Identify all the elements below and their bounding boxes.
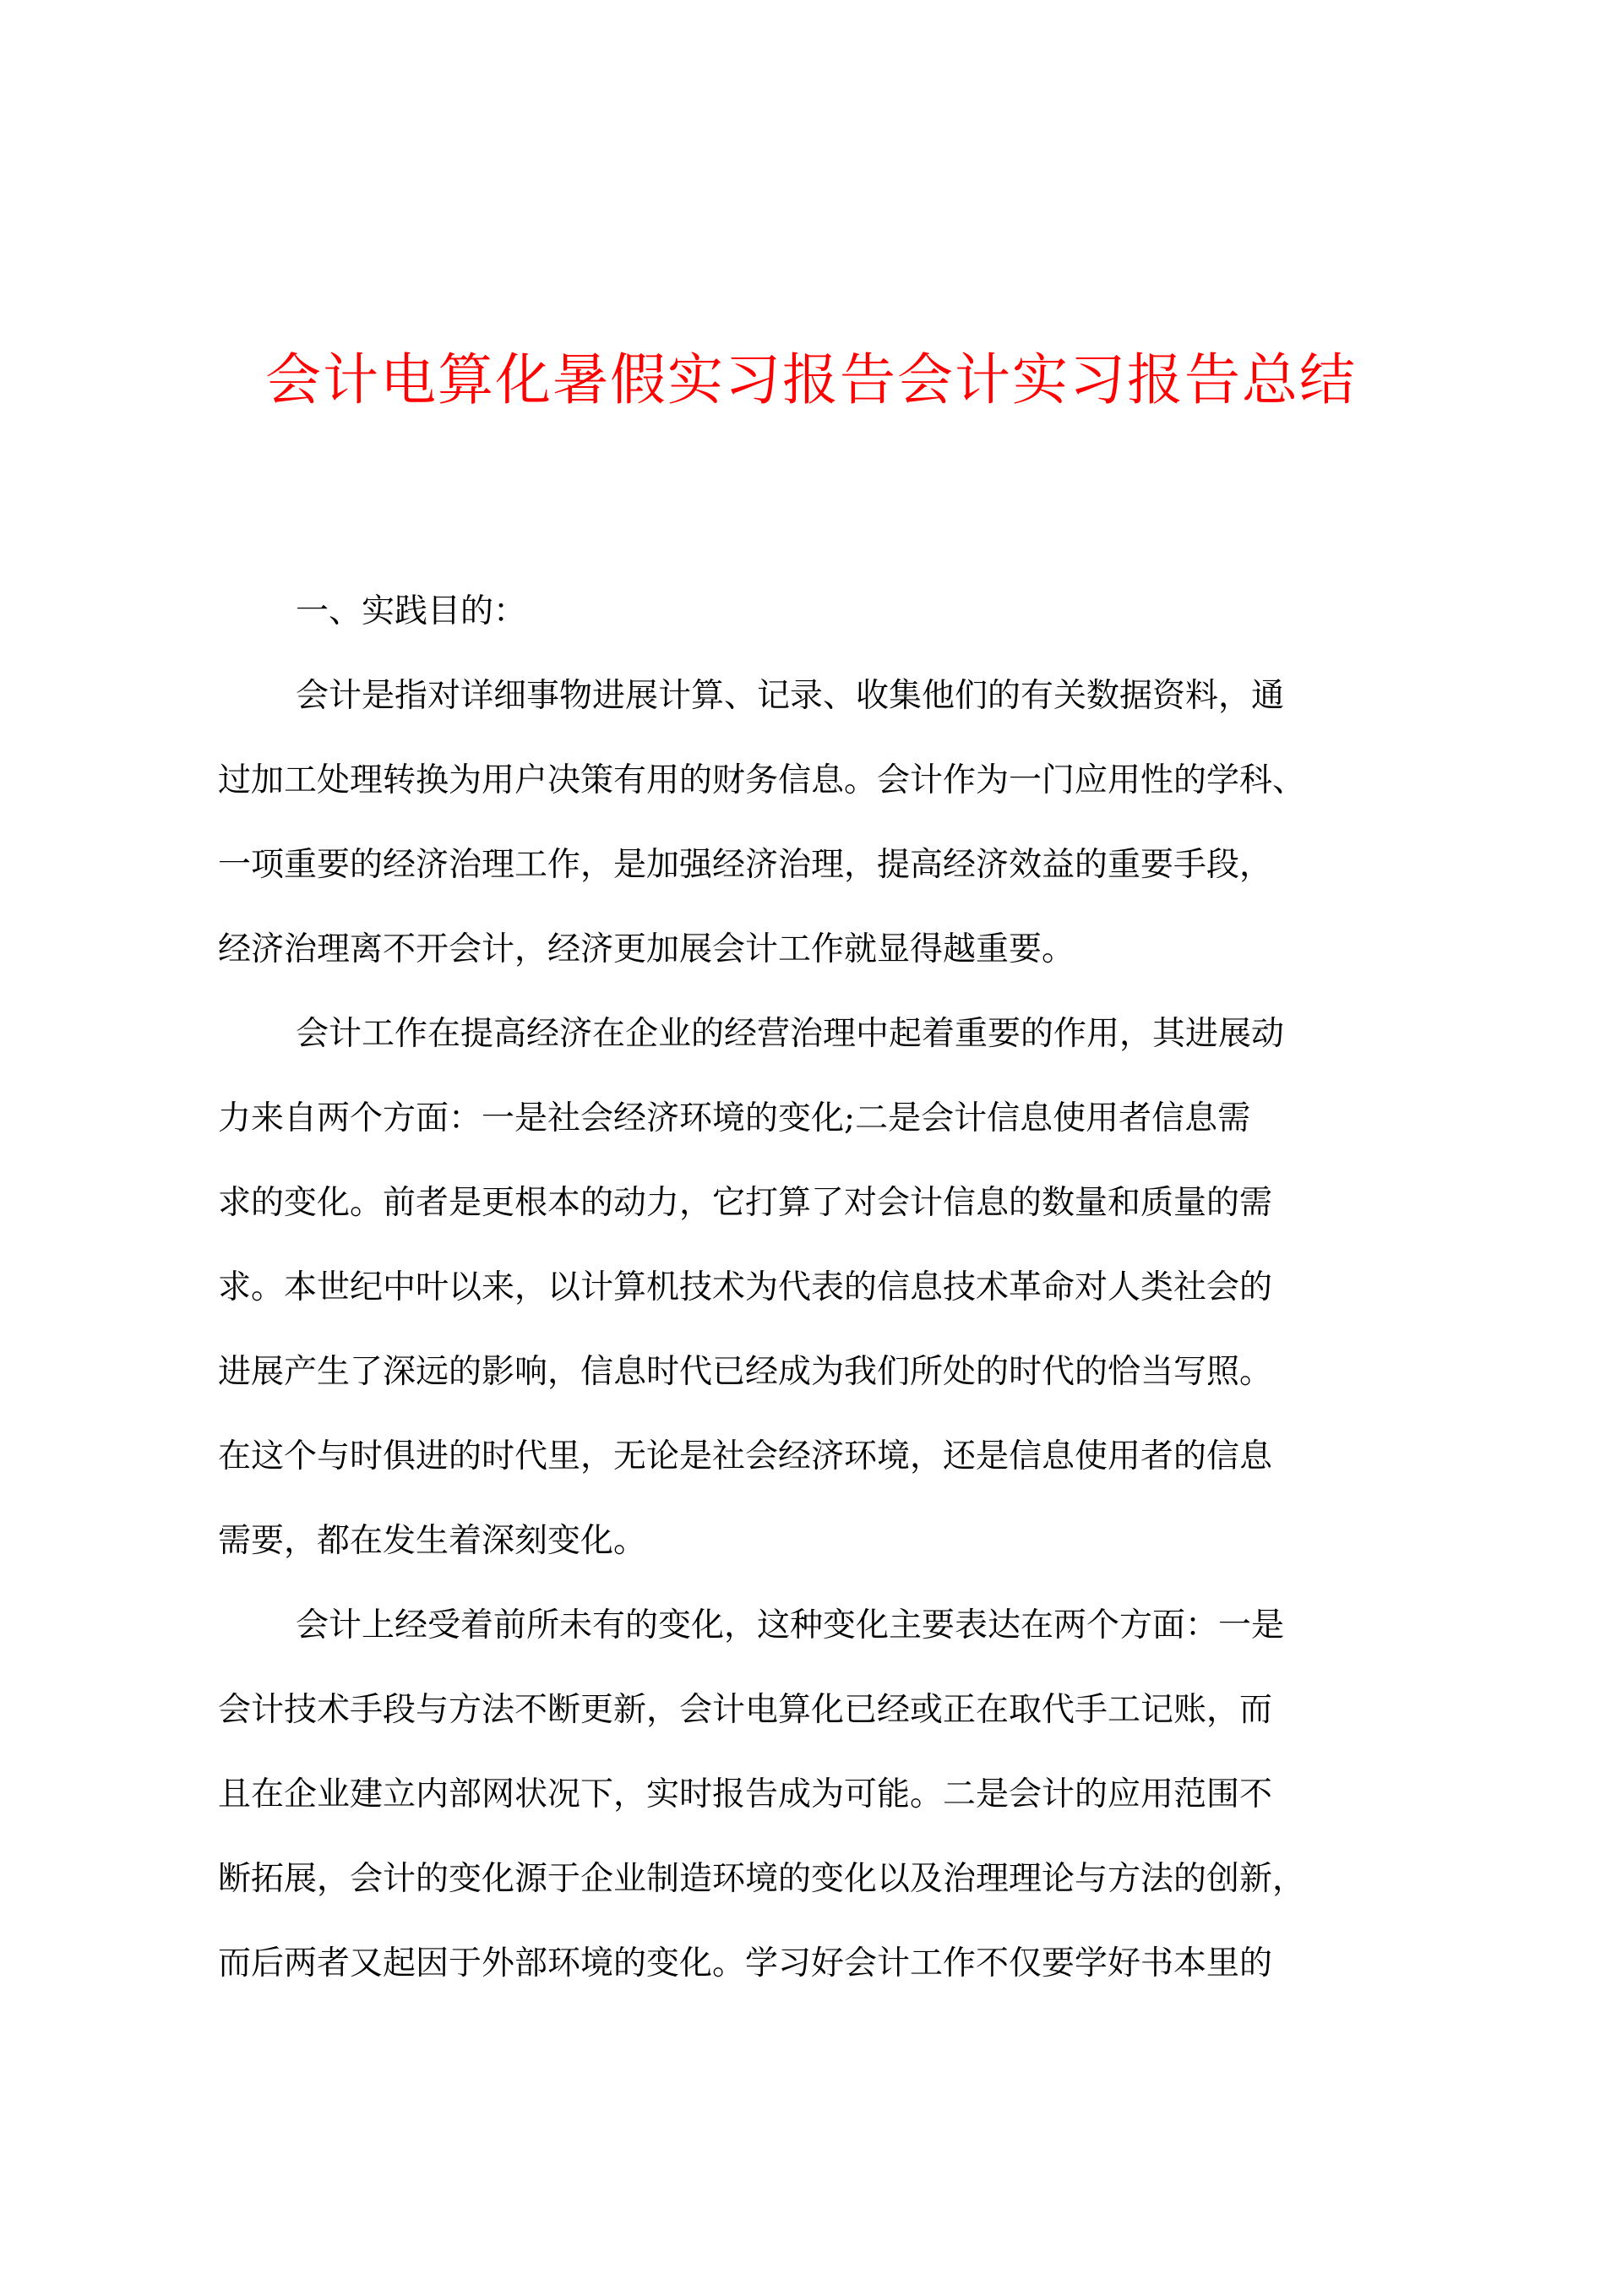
paragraph-line: 会计技术手段与方法不断更新，会计电算化已经或正在取代手工记账，而 [218, 1691, 1273, 1729]
paragraph-line: 会计是指对详细事物进展计算、记录、收集他们的有关数据资料，通 [296, 677, 1285, 715]
section-heading: 一、实践目的： [296, 592, 527, 630]
paragraph-line: 经济治理离不开会计，经济更加展会计工作就显得越重要。 [218, 930, 1075, 968]
paragraph-line: 且在企业建立内部网状况下，实时报告成为可能。二是会计的应用范围不 [218, 1775, 1273, 1813]
paragraph-line: 会计工作在提高经济在企业的经营治理中起着重要的作用，其进展动 [296, 1015, 1285, 1053]
paragraph-line: 会计上经受着前所未有的变化，这种变化主要表达在两个方面：一是 [296, 1606, 1285, 1644]
paragraph-line: 求。本世纪中叶以来，以计算机技术为代表的信息技术革命对人类社会的 [218, 1268, 1273, 1306]
paragraph-line: 在这个与时俱进的时代里，无论是社会经济环境，还是信息使用者的信息 [218, 1437, 1273, 1475]
paragraph-line: 求的变化。前者是更根本的动力，它打算了对会计信息的数量和质量的需 [218, 1184, 1273, 1222]
document-body [218, 570, 1418, 2006]
paragraph-line: 力来自两个方面：一是社会经济环境的变化;二是会计信息使用者信息需 [218, 1099, 1251, 1137]
paragraph-line: 需要，都在发生着深刻变化。 [218, 1522, 647, 1560]
document-title: 会计电算化暑假实习报告会计实习报告总结 [265, 347, 1357, 412]
paragraph-line: 过加工处理转换为用户决策有用的财务信息。会计作为一门应用性的学科、 [218, 761, 1306, 799]
paragraph-line: 断拓展，会计的变化源于企业制造环境的变化以及治理理论与方法的创新， [218, 1860, 1306, 1898]
paragraph-line: 一项重要的经济治理工作，是加强经济治理，提高经济效益的重要手段， [218, 846, 1273, 884]
paragraph-line: 而后两者又起因于外部环境的变化。学习好会计工作不仅要学好书本里的 [218, 1944, 1273, 1982]
paragraph-line: 进展产生了深远的影响，信息时代已经成为我们所处的时代的恰当写照。 [218, 1353, 1273, 1391]
